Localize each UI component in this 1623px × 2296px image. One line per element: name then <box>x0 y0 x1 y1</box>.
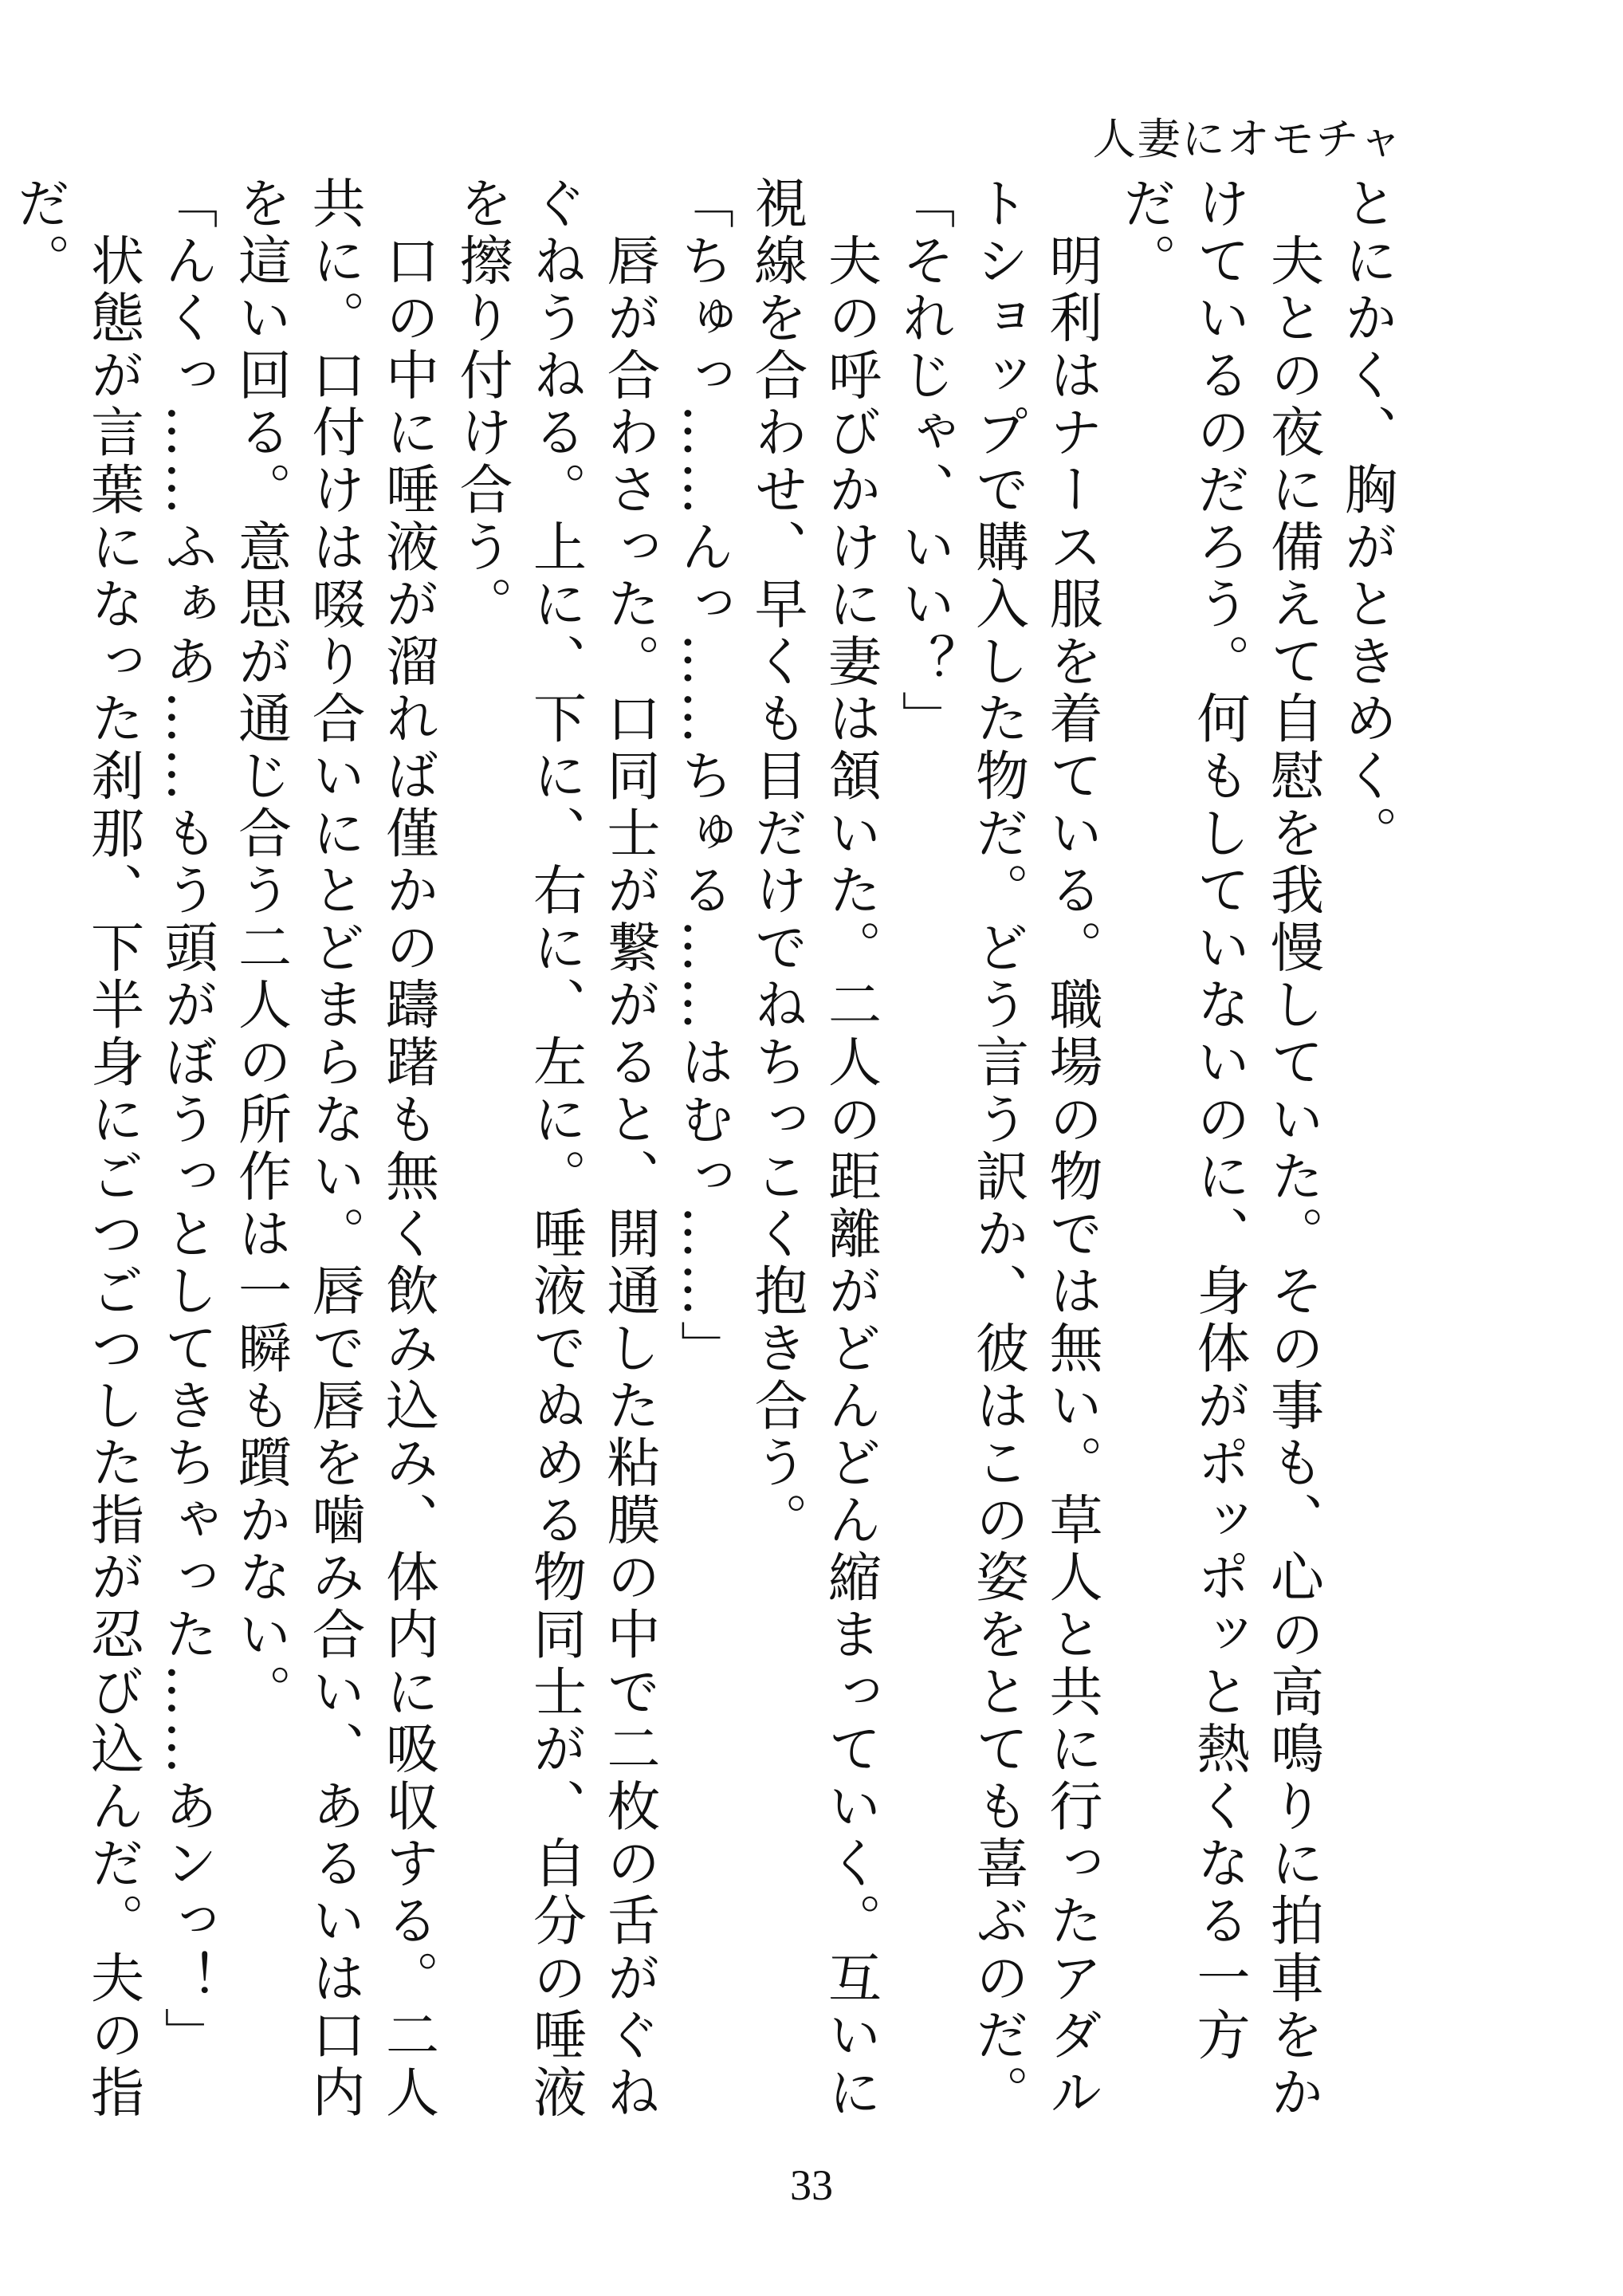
paragraph: とにかく、胸がときめく。 <box>1336 175 1398 863</box>
paragraph: 唇が合わさった。口同士が繋がると、開通した粘膜の中で二枚の舌がぐねぐねうねる。上に、下に、右に、左に。唾液でぬめる物同士が、自分の唾液を擦り付け合う。 <box>451 175 661 2122</box>
paragraph: 明利はナース服を着ている。職場の物では無い。草人と共に行ったアダルトショップで購入した物だ。どう言う訳か、彼はこの姿をとても喜ぶのだ。 <box>967 175 1103 2122</box>
page-number: 33 <box>790 2161 833 2209</box>
paragraph: 口の中に唾液が溜れば僅かの躊躇も無く飲み込み、体内に吸収する。二人共に。口付けは啜り合いにとどまらない。唇で唇を噛み合い、あるいは口内を這い回る。意思が通じ合う二人の所作は一瞬も躓かない。 <box>230 175 440 2122</box>
paragraph: 夫の呼びかけに妻は頷いた。二人の距離がどんどん縮まっていく。互いに視線を合わせ、早くも目だけでねちっこく抱き合う。 <box>746 175 882 2122</box>
novel-body-text <box>3 175 1405 2125</box>
paragraph: 状態が言葉になった刹那、下半身にごつごつした指が忍び込んだ。夫の指だ。 <box>9 175 145 2122</box>
dialogue-paragraph: 「それじゃ、いい？」 <box>894 175 956 748</box>
dialogue-paragraph: 「ちゅっ……んっ……ちゅる……はむっ……」 <box>672 175 735 1378</box>
running-header-title: 人妻にオモチャ <box>1092 114 1404 164</box>
paragraph: 夫との夜に備えて自慰を我慢していた。その事も、心の高鳴りに拍車をかけているのだろう。何もしていないのに、身体がポッポッと熱くなる一方だ。 <box>1114 175 1325 2122</box>
dialogue-paragraph: 「んくっ……ふぁあ……もう頭がぼうっとしてきちゃった……あンっ！」 <box>156 175 218 2065</box>
